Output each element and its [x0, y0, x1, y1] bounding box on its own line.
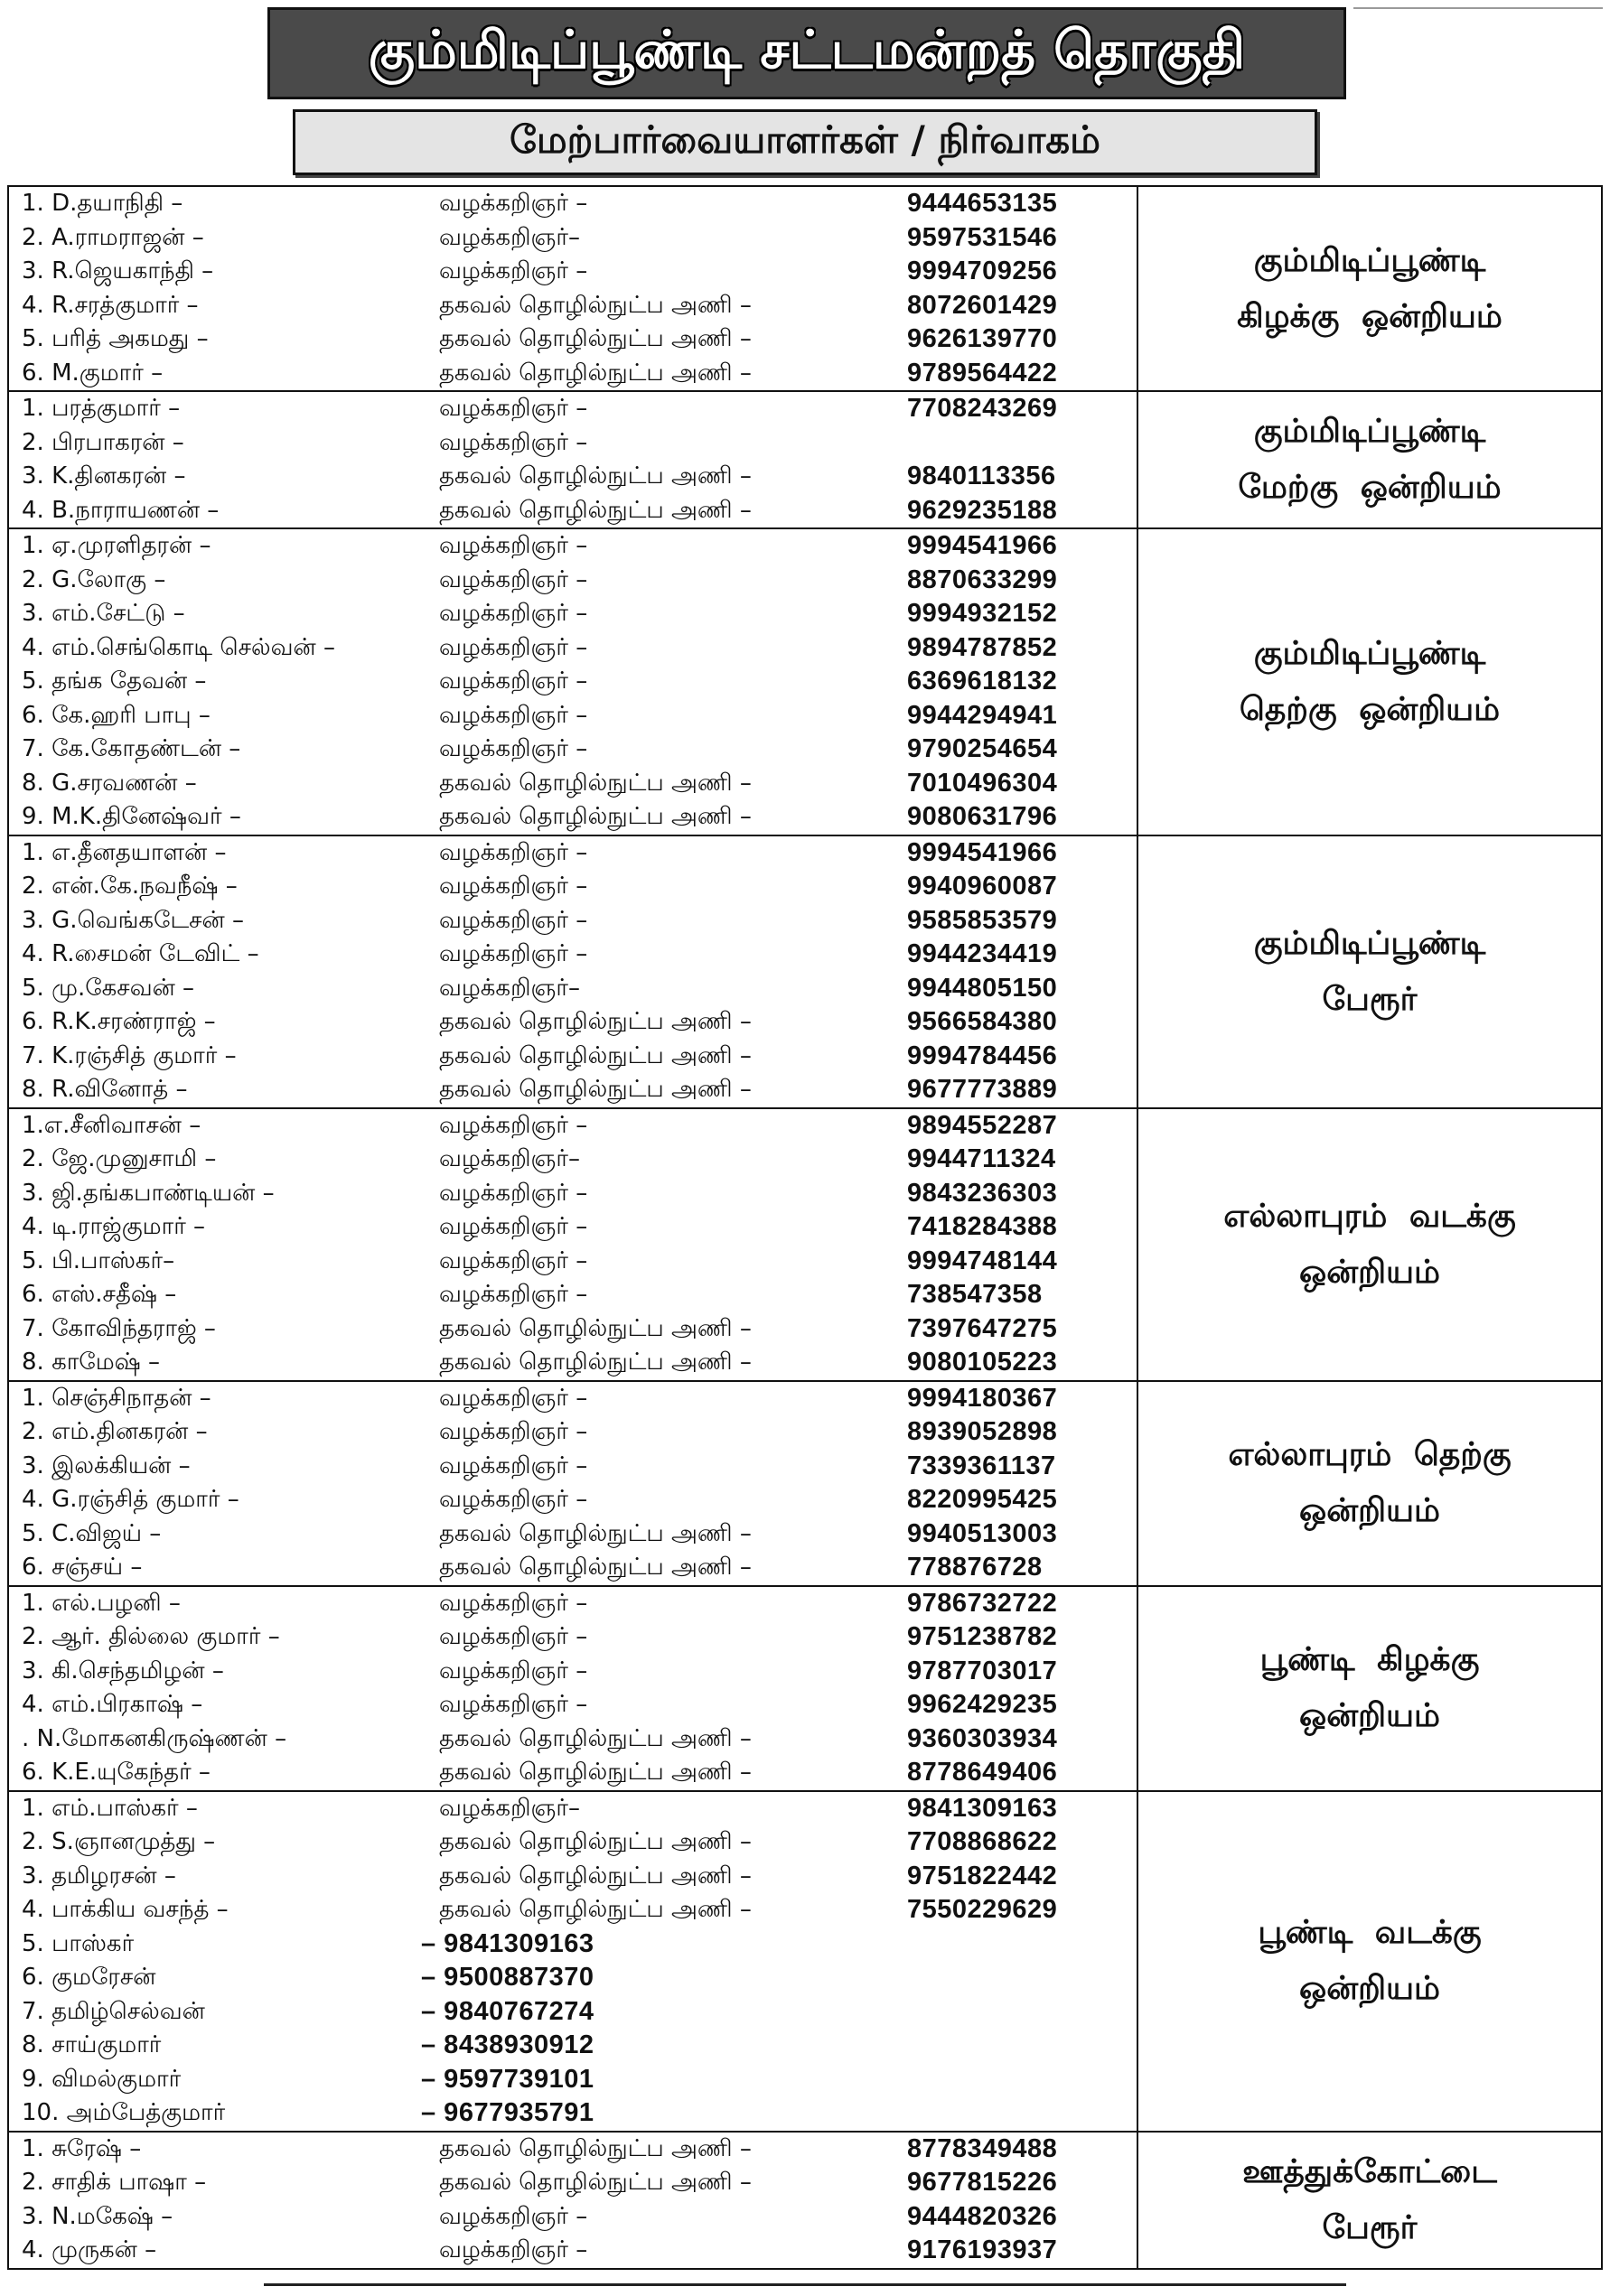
member-row: [9, 529, 1137, 564]
region-group: [9, 1790, 1601, 2131]
region-label-line: ஒன்றியம்: [1299, 1253, 1440, 1291]
member-phone: 9790254654: [907, 734, 1058, 763]
member-name: 4. முருகன் –: [22, 2236, 157, 2263]
member-phone: 9894787852: [907, 632, 1058, 662]
member-name: 9. M.K.தினேஷ்வர் –: [22, 803, 241, 830]
member-name: 6. குமரேசன்: [22, 1964, 156, 1991]
member-row: [9, 1382, 1137, 1416]
member-name: 3. ஜி.தங்கபாண்டியன் –: [22, 1179, 275, 1207]
member-name: 4. R.சைமன் டேவிட் –: [22, 940, 259, 967]
member-role: வழக்கறிஞர் –: [439, 2236, 588, 2263]
member-role: வழக்கறிஞர்–: [439, 974, 580, 1002]
member-name: 3. கி.செந்தமிழன் –: [22, 1657, 224, 1685]
region-label-line: கும்மிடிப்பூண்டி: [1253, 413, 1486, 450]
member-row: [9, 1143, 1137, 1177]
member-row: [9, 289, 1137, 323]
member-name: 3. தமிழரசன் –: [22, 1862, 176, 1890]
member-phone: 8072601429: [907, 290, 1058, 320]
member-row: [9, 1587, 1137, 1621]
member-row: [9, 1825, 1137, 1860]
member-name: 1. ஏ.முரளிதரன் –: [22, 532, 211, 559]
member-role: வழக்கறிஞர் –: [439, 1384, 588, 1412]
member-row: [9, 1620, 1137, 1655]
member-name: 1. எ.தீனதயாளன் –: [22, 838, 227, 866]
member-role: வழக்கறிஞர்–: [439, 223, 580, 251]
region-label: [1138, 836, 1601, 1107]
member-name: 7. தமிழ்செல்வன்: [22, 1997, 205, 2025]
member-row: [9, 1415, 1137, 1450]
member-row: [9, 1688, 1137, 1722]
region-label-line: பேரூர்: [1322, 980, 1418, 1018]
member-role: தகவல் தொழில்நுட்ப அணி –: [439, 1519, 752, 1547]
member-row: [9, 2166, 1137, 2200]
region-label-line: ஊத்துக்கோட்டை: [1242, 2152, 1497, 2190]
member-row: [9, 870, 1137, 904]
member-name: 3. எம்.சேட்டு –: [22, 600, 185, 627]
member-role: வழக்கறிஞர் –: [439, 1691, 588, 1718]
member-row: [9, 2029, 1137, 2063]
member-name: 3. இலக்கியன் –: [22, 1451, 191, 1479]
member-name: 9. விமல்குமார்: [22, 2065, 182, 2093]
member-role: தகவல் தொழில்நுட்ப அணி –: [439, 1008, 752, 1035]
member-phone: 9626139770: [907, 324, 1058, 353]
member-name: 4. எம்.பிரகாஷ் –: [22, 1691, 203, 1718]
member-row: [9, 322, 1137, 357]
member-role: வழக்கறிஞர் –: [439, 395, 588, 422]
member-phone: 9994709256: [907, 257, 1058, 285]
member-name: 6. M.குமார் –: [22, 359, 164, 387]
member-phone: 778876728: [907, 1553, 1043, 1582]
member-name: 3. K.தினகரன் –: [22, 462, 186, 490]
member-role: வழக்கறிஞர் –: [439, 2202, 588, 2230]
member-phone: 9962429235: [907, 1690, 1058, 1719]
member-phone: 7550229629: [907, 1895, 1058, 1924]
member-role: வழக்கறிஞர் –: [439, 1281, 588, 1308]
member-name: 1.எ.சீனிவாசன் –: [22, 1111, 201, 1139]
member-phone: 9843236303: [907, 1178, 1058, 1208]
roster-table: [7, 185, 1603, 2270]
member-row: [9, 2234, 1137, 2268]
region-label-line: கும்மிடிப்பூண்டி: [1253, 924, 1486, 962]
page-title-text: கும்மிடிப்பூண்டி சட்டமன்றத் தொகுதி: [368, 19, 1246, 80]
member-role: தகவல் தொழில்நுட்ப அணி –: [439, 803, 752, 830]
member-name: . N.மோகனகிருஷ்ணன் –: [22, 1724, 287, 1752]
member-list: [9, 1382, 1138, 1585]
member-phone: 9944711324: [907, 1144, 1056, 1173]
member-role: வழக்கறிஞர் –: [439, 633, 588, 661]
member-role: தகவல் தொழில்நுட்ப அணி –: [439, 769, 752, 797]
region-group: [9, 390, 1601, 527]
member-role: – 9840767274: [421, 1996, 594, 2026]
member-phone: 9994784456: [907, 1041, 1058, 1070]
member-role: – 9500887370: [421, 1963, 594, 1992]
member-row: [9, 460, 1137, 494]
region-group: [9, 1380, 1601, 1585]
member-phone: 7010496304: [907, 768, 1058, 798]
member-phone: 9894552287: [907, 1110, 1058, 1140]
member-row: [9, 221, 1137, 256]
member-phone: 9677773889: [907, 1075, 1058, 1104]
member-name: 6. சஞ்சய் –: [22, 1554, 143, 1581]
member-phone: 9444653135: [907, 189, 1058, 218]
member-row: [9, 1756, 1137, 1790]
member-name: 8. சாய்குமார்: [22, 2031, 162, 2058]
member-row: [9, 1517, 1137, 1552]
member-phone: 9994541966: [907, 531, 1058, 560]
member-phone: 9944234419: [907, 939, 1058, 968]
member-role: வழக்கறிஞர் –: [439, 838, 588, 866]
member-role: வழக்கறிஞர் –: [439, 940, 588, 967]
member-name: 5. பாஸ்கர்: [22, 1929, 135, 1957]
member-role: தகவல் தொழில்நுட்ப அணி –: [439, 496, 752, 524]
member-role: வழக்கறிஞர் –: [439, 1486, 588, 1513]
member-role: வழக்கறிஞர் –: [439, 565, 588, 593]
member-row: [9, 597, 1137, 631]
member-phone: 7397647275: [907, 1313, 1058, 1343]
member-role: தகவல் தொழில்நுட்ப அணி –: [439, 1759, 752, 1786]
member-phone: 6369618132: [907, 667, 1058, 695]
member-role: வழக்கறிஞர் –: [439, 1111, 588, 1139]
member-phone: 9585853579: [907, 905, 1058, 935]
page-subtitle: [293, 109, 1317, 175]
member-name: 4. டி.ராஜ்குமார் –: [22, 1213, 206, 1240]
member-name: 1. பரத்குமார் –: [22, 395, 181, 422]
region-group: [9, 1107, 1601, 1380]
member-row: [9, 2096, 1137, 2131]
bottom-divider-line: [264, 2283, 1346, 2286]
member-row: [9, 187, 1137, 221]
member-name: 6. எஸ்.சதீஷ் –: [22, 1281, 177, 1308]
member-name: 5. C.விஜய் –: [22, 1519, 162, 1547]
member-name: 2. என்.கே.நவநீஷ் –: [22, 873, 238, 900]
member-row: [9, 1278, 1137, 1312]
member-role: – 9677935791: [421, 2098, 594, 2127]
member-row: [9, 1312, 1137, 1347]
region-label-line: ஒன்றியம்: [1299, 1492, 1440, 1529]
member-row: [9, 1005, 1137, 1040]
member-name: 3. N.மகேஷ் –: [22, 2202, 173, 2230]
member-list: [9, 187, 1138, 390]
member-name: 5. பி.பாஸ்கர்–: [22, 1246, 175, 1274]
member-name: 4. பாக்கிய வசந்த் –: [22, 1896, 229, 1923]
member-name: 4. G.ரஞ்சித் குமார் –: [22, 1486, 239, 1513]
member-phone: 9597531546: [907, 222, 1058, 252]
member-phone: 9994748144: [907, 1246, 1058, 1275]
member-name: 10. அம்பேத்குமார்: [22, 2099, 226, 2126]
member-role: தகவல் தொழில்நுட்ப அணி –: [439, 2134, 752, 2162]
page-subtitle-text: மேற்பார்வையாளர்கள் / நிர்வாகம்: [510, 117, 1100, 162]
member-row: [9, 2133, 1137, 2167]
member-row: [9, 904, 1137, 938]
member-name: 2. ஆர். தில்லை குமார் –: [22, 1623, 280, 1650]
member-phone: 9944805150: [907, 973, 1058, 1003]
member-phone: 9994932152: [907, 599, 1058, 628]
member-name: 4. B.நாராயணன் –: [22, 496, 220, 524]
region-label: [1138, 1587, 1601, 1790]
member-name: 2. சாதிக் பாஷா –: [22, 2169, 207, 2196]
region-label: [1138, 392, 1601, 527]
member-row: [9, 357, 1137, 391]
member-phone: 9677815226: [907, 2168, 1058, 2197]
member-row: [9, 1995, 1137, 2030]
member-phone: 9629235188: [907, 495, 1058, 525]
region-label-line: ஒன்றியம்: [1299, 1697, 1440, 1734]
member-row: [9, 564, 1137, 598]
region-label-line: கும்மிடிப்பூண்டி: [1253, 241, 1486, 279]
member-list: [9, 1109, 1138, 1380]
member-row: [9, 1961, 1137, 1995]
member-row: [9, 665, 1137, 699]
member-phone: 9841309163: [907, 1793, 1058, 1823]
member-row: [9, 699, 1137, 733]
member-role: தகவல் தொழில்நுட்ப அணி –: [439, 1076, 752, 1103]
member-name: 3. G.வெங்கடேசன் –: [22, 906, 245, 934]
member-row: [9, 1655, 1137, 1689]
member-role: வழக்கறிஞர் –: [439, 532, 588, 559]
member-row: [9, 767, 1137, 801]
member-name: 3. R.ஜெயகாந்தி –: [22, 257, 214, 285]
member-role: வழக்கறிஞர் –: [439, 701, 588, 729]
member-role: தகவல் தொழில்நுட்ப அணி –: [439, 1314, 752, 1342]
member-name: 2. A.ராமராஜன் –: [22, 223, 204, 251]
member-phone: 9444820326: [907, 2201, 1058, 2231]
member-row: [9, 1040, 1137, 1074]
member-list: [9, 529, 1138, 835]
region-label-line: கிழக்கு ஒன்றியம்: [1237, 297, 1502, 335]
region-label-line: எல்லாபுரம் தெற்கு: [1228, 1436, 1512, 1473]
member-role: வழக்கறிஞர்–: [439, 1145, 580, 1172]
member-row: [9, 836, 1137, 871]
member-role: தகவல் தொழில்நுட்ப அணி –: [439, 325, 752, 352]
region-label: [1138, 1109, 1601, 1380]
member-phone: 9994180367: [907, 1383, 1058, 1413]
member-role: வழக்கறிஞர் –: [439, 600, 588, 627]
member-phone: 8939052898: [907, 1417, 1058, 1446]
member-role: தகவல் தொழில்நுட்ப அணி –: [439, 359, 752, 387]
member-phone: 8220995425: [907, 1485, 1058, 1514]
member-name: 2. S.ஞானமுத்து –: [22, 1828, 216, 1855]
member-role: தகவல் தொழில்நுட்ப அணி –: [439, 1896, 752, 1923]
member-row: [9, 1551, 1137, 1585]
member-phone: 7708243269: [907, 394, 1058, 423]
member-row: [9, 1483, 1137, 1517]
member-phone: 9940513003: [907, 1518, 1058, 1548]
member-name: 6. கே.ஹரி பாபு –: [22, 701, 211, 729]
member-phone: 9994541966: [907, 837, 1058, 867]
region-group: [9, 1585, 1601, 1790]
member-role: தகவல் தொழில்நுட்ப அணி –: [439, 462, 752, 490]
region-label: [1138, 529, 1601, 835]
member-name: 1. D.தயாநிதி –: [22, 190, 183, 217]
member-phone: 9176193937: [907, 2235, 1058, 2264]
member-list: [9, 2133, 1138, 2268]
member-list: [9, 392, 1138, 527]
member-role: வழக்கறிஞர் –: [439, 1246, 588, 1274]
region-label-line: ஒன்றியம்: [1299, 1970, 1440, 2007]
member-role: வழக்கறிஞர்–: [439, 1794, 580, 1822]
member-name: 8. G.சரவணன் –: [22, 769, 197, 797]
member-role: வழக்கறிஞர் –: [439, 906, 588, 934]
member-name: 1. சுரேஷ் –: [22, 2134, 142, 2162]
member-row: [9, 631, 1137, 666]
region-group: [9, 527, 1601, 835]
member-name: 1. எம்.பாஸ்கர் –: [22, 1794, 198, 1822]
member-role: வழக்கறிஞர் –: [439, 1213, 588, 1240]
member-name: 1. எல்.பழனி –: [22, 1589, 181, 1617]
member-row: [9, 1073, 1137, 1107]
member-role: தகவல் தொழில்நுட்ப அணி –: [439, 1041, 752, 1069]
member-row: [9, 1927, 1137, 1962]
member-role: – 9597739101: [421, 2064, 594, 2094]
member-name: 8. R.வினோத் –: [22, 1076, 188, 1103]
member-phone: 9751238782: [907, 1622, 1058, 1651]
member-role: வழக்கறிஞர் –: [439, 1418, 588, 1445]
member-phone: 9786732722: [907, 1588, 1058, 1618]
member-row: [9, 1346, 1137, 1380]
member-row: [9, 494, 1137, 528]
region-label-line: எல்லாபுரம் வடக்கு: [1223, 1197, 1516, 1235]
member-name: 6. R.K.சரண்ராஜ் –: [22, 1008, 216, 1035]
member-role: வழக்கறிஞர் –: [439, 1451, 588, 1479]
member-role: தகவல் தொழில்நுட்ப அணி –: [439, 1349, 752, 1376]
member-role: தகவல் தொழில்நுட்ப அணி –: [439, 1862, 752, 1890]
member-name: 2. எம்.தினகரன் –: [22, 1418, 208, 1445]
member-name: 7. கோவிந்தராஜ் –: [22, 1314, 216, 1342]
member-role: வழக்கறிஞர் –: [439, 428, 588, 456]
member-phone: 8778649406: [907, 1758, 1058, 1787]
member-row: [9, 2063, 1137, 2097]
member-row: [9, 1177, 1137, 1211]
member-phone: 9751822442: [907, 1861, 1058, 1890]
member-row: [9, 972, 1137, 1006]
member-list: [9, 1587, 1138, 1790]
member-role: தகவல் தொழில்நுட்ப அணி –: [439, 2169, 752, 2196]
member-phone: 9840113356: [907, 462, 1056, 490]
member-row: [9, 938, 1137, 972]
member-name: 2. ஜே.முனுசாமி –: [22, 1145, 217, 1172]
region-label: [1138, 1382, 1601, 1585]
member-phone: 8778349488: [907, 2133, 1058, 2163]
region-label: [1138, 1792, 1601, 2131]
member-row: [9, 1450, 1137, 1484]
member-row: [9, 392, 1137, 426]
region-label: [1138, 2133, 1601, 2268]
member-role: வழக்கறிஞர் –: [439, 257, 588, 285]
member-list: [9, 836, 1138, 1107]
member-row: [9, 1109, 1137, 1143]
member-name: 5. தங்க தேவன் –: [22, 667, 207, 695]
member-role: தகவல் தொழில்நுட்ப அணி –: [439, 1724, 752, 1752]
member-list: [9, 1792, 1138, 2131]
member-role: தகவல் தொழில்நுட்ப அணி –: [439, 291, 752, 319]
member-name: 5. மு.கேசவன் –: [22, 974, 195, 1002]
member-row: [9, 255, 1137, 289]
member-role: வழக்கறிஞர் –: [439, 873, 588, 900]
member-phone: 7339361137: [907, 1451, 1056, 1480]
member-row: [9, 800, 1137, 835]
member-role: வழக்கறிஞர் –: [439, 1623, 588, 1650]
member-name: 1. செஞ்சிநாதன் –: [22, 1384, 211, 1412]
region-group: [9, 187, 1601, 390]
member-name: 2. G.லோகு –: [22, 565, 166, 593]
member-phone: 9940960087: [907, 872, 1058, 901]
member-name: 5. பரித் அகமது –: [22, 325, 209, 352]
member-role: – 9841309163: [421, 1928, 594, 1958]
region-label-line: பேரூர்: [1322, 2208, 1418, 2246]
region-label-line: மேற்கு ஒன்றியம்: [1238, 469, 1502, 506]
member-row: [9, 1860, 1137, 1894]
region-group: [9, 835, 1601, 1107]
member-row: [9, 1893, 1137, 1927]
member-role: தகவல் தொழில்நுட்ப அணி –: [439, 1828, 752, 1855]
member-row: [9, 1210, 1137, 1245]
member-row: [9, 1245, 1137, 1279]
member-name: 6. K.E.யுகேந்தர் –: [22, 1759, 211, 1786]
member-name: 8. காமேஷ் –: [22, 1349, 161, 1376]
member-name: 4. R.சரத்குமார் –: [22, 291, 199, 319]
member-phone: 9944294941: [907, 700, 1058, 730]
member-phone: 9787703017: [907, 1656, 1058, 1685]
member-role: வழக்கறிஞர் –: [439, 1657, 588, 1685]
region-label-line: பூண்டி வடக்கு: [1258, 1914, 1482, 1951]
member-phone: 9566584380: [907, 1007, 1058, 1036]
member-phone: 9360303934: [907, 1723, 1058, 1753]
member-row: [9, 733, 1137, 767]
member-name: 4. எம்.செங்கொடி செல்வன் –: [22, 633, 335, 661]
member-role: வழக்கறிஞர் –: [439, 667, 588, 695]
page-title: [267, 7, 1346, 99]
member-name: 2. பிரபாகரன் –: [22, 428, 184, 456]
member-phone: 7708868622: [907, 1827, 1058, 1856]
member-role: வழக்கறிஞர் –: [439, 735, 588, 762]
member-role: வழக்கறிஞர் –: [439, 1179, 588, 1207]
top-divider-line: [1353, 7, 1603, 9]
member-row: [9, 426, 1137, 461]
member-name: 7. கே.கோதண்டன் –: [22, 735, 241, 762]
member-phone: 7418284388: [907, 1212, 1058, 1241]
member-phone: 9789564422: [907, 358, 1058, 387]
region-label-line: தெற்கு ஒன்றியம்: [1239, 690, 1501, 728]
region-label-line: பூண்டி கிழக்கு: [1259, 1641, 1480, 1678]
member-row: [9, 1792, 1137, 1826]
member-phone: 9080105223: [907, 1348, 1058, 1377]
member-name: 7. K.ரஞ்சித் குமார் –: [22, 1041, 237, 1069]
member-role: வழக்கறிஞர் –: [439, 1589, 588, 1617]
member-phone: 738547358: [907, 1280, 1043, 1309]
region-label: [1138, 187, 1601, 390]
member-phone: 8870633299: [907, 565, 1058, 594]
member-row: [9, 1722, 1137, 1757]
member-role: வழக்கறிஞர் –: [439, 190, 588, 217]
member-role: – 8438930912: [421, 2030, 594, 2059]
region-label-line: கும்மிடிப்பூண்டி: [1253, 634, 1486, 672]
region-group: [9, 2131, 1601, 2268]
member-phone: 9080631796: [907, 802, 1058, 831]
member-role: தகவல் தொழில்நுட்ப அணி –: [439, 1554, 752, 1581]
member-row: [9, 2200, 1137, 2235]
